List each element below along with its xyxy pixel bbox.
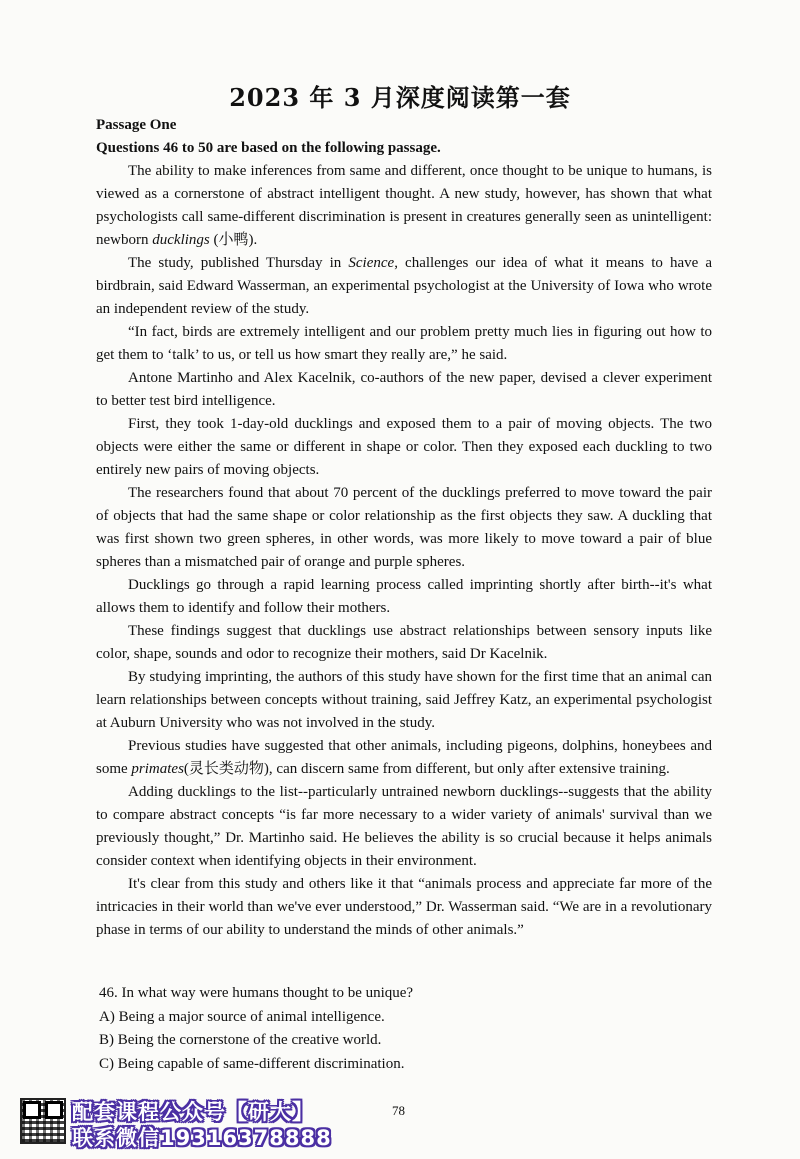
paragraph-text: (小鸭). [209,232,258,248]
paragraph-text: Antone Martinho and Alex Kacelnik, co-authors of the new paper, devised a clever experiment to better test bird intelligence. [96,370,712,409]
passage-paragraph [96,781,712,873]
question-stem: 46. In what way were humans thought to be unique? [99,985,414,1001]
option-b: B) Being the cornerstone of the creative world. [99,1032,382,1048]
qr-code-icon [20,1098,66,1144]
paragraph-text: The ability to make inferences from same and different, once thought to be unique to humans, is viewed as a cornerstone of abstract intelligent thought. A new study, however, has shown that what psychologists call same-different discrimination is present in creatures generally seen as unintelligent: newborn [96,163,712,248]
paragraph-text: These findings suggest that ducklings use abstract relationships between sensory inputs like color, shape, sounds and odor to recognize their mothers, said Dr Kacelnik. [96,623,712,662]
paragraph-text: Adding ducklings to the list--particularly untrained newborn ducklings--suggests that the ability to compare abstract concepts “is far more necessary to a wider variety of animals' survival than we previously thought,” Dr. Martinho said. He believes the ability is so crucial because it helps animals consider context when identifying objects in their environment. [96,784,712,869]
paragraph-text: It's clear from this study and others like it that “animals process and appreciate far more of the intricacies in their world than we've ever understood,” Dr. Wasserman said. “We are in a revolutionary phase in terms of our ability to understand the minds of other animals.” [96,876,712,938]
passage-paragraph [96,574,712,620]
italic-term: ducklings [152,232,210,248]
passage-paragraph [96,482,712,574]
paragraph-text: By studying imprinting, the authors of this study have shown for the first time that an animal can learn relationships between concepts without training, said Jeffrey Katz, an experimental psychologist at Auburn University who was not involved in the study. [96,669,712,731]
paragraph-text: First, they took 1-day-old ducklings and exposed them to a pair of moving objects. The two objects were either the same or different in shape or color. Then they exposed each duckling to two entirely new pairs of moving objects. [96,416,712,478]
paragraph-text: , challenges our idea of what it means to have a birdbrain, said Edward Wasserman, an experimental psychologist at the University of Iowa who wrote an independent review of the study. [96,255,712,317]
passage-label: Passage One [96,117,177,133]
paragraph-text: Ducklings go through a rapid learning process called imprinting shortly after birth--it's what allows them to identify and follow their mothers. [96,577,712,616]
paragraph-text: Previous studies have suggested that other animals, including pigeons, dolphins, honeybees and some [96,738,712,777]
passage-paragraph [96,413,712,482]
passage-paragraph [96,367,712,413]
option-c: C) Being capable of same-different discrimination. [99,1055,405,1072]
italic-term: Science [348,255,395,271]
passage-paragraph [96,321,712,367]
passage-paragraph [96,873,712,942]
paragraph-text: “In fact, birds are extremely intelligent and our problem pretty much lies in figuring out how to get them to ‘talk’ to us, or tell us how smart they really are,” he said. [96,324,712,363]
paragraph-text: The study, published Thursday in [128,255,349,271]
promo-watermark [20,1094,332,1150]
questions-range-label: Questions 46 to 50 are based on the following passage. [96,140,441,156]
passage-body [96,160,712,942]
paragraph-text: (灵长类动物), can discern same from different, but only after extensive training. [183,761,670,777]
page-number: 78 [392,1103,405,1118]
page-title: 2023 年 3 月深度阅读第一套 [229,83,571,112]
passage-paragraph [96,735,712,781]
paragraph-text: The researchers found that about 70 percent of the ducklings preferred to move toward the pair of objects that had the same shape or color relationship as the first objects they saw. A duckling that was first shown two green spheres, in other words, was more likely to move toward a pair of blue spheres than a mismatched pair of orange and purple spheres. [96,485,712,570]
passage-paragraph [96,666,712,735]
question-block [99,982,699,1076]
watermark-line-2: 联系微信19316378888 [72,1126,332,1150]
italic-term: primates [131,761,184,777]
option-a: A) Being a major source of animal intelligence. [99,1008,385,1025]
passage-paragraph [96,160,712,252]
passage-paragraph [96,620,712,666]
passage-paragraph [96,252,712,321]
watermark-line-1: 配套课程公众号【研大】 [72,1100,314,1124]
